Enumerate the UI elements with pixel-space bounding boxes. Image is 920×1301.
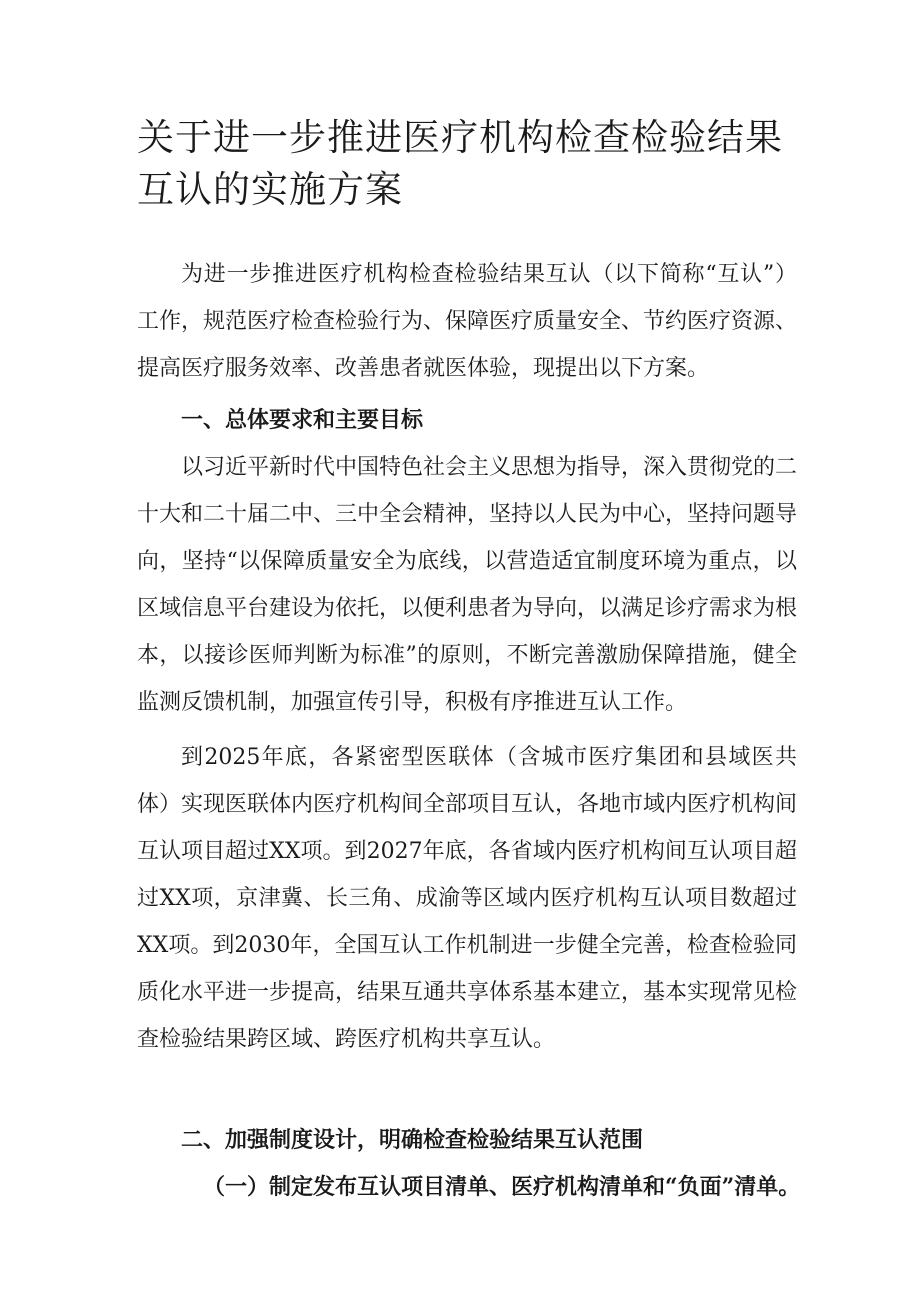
intro-paragraph: 为进一步推进医疗机构检查检验结果互认（以下简称“互认”）工作，规范医疗检查检验行为、保障医疗质量安全、节约医疗资源、提高医疗服务效率、改善患者就医体验，现提出以下方案。: [137, 262, 798, 381]
section-1-paragraph-1: 以习近平新时代中国特色社会主义思想为指导，深入贯彻党的二十大和二十届二中、三中全会精神，坚持以人民为中心，坚持问题导向，坚持“以保障质量安全为底线，以营造适宜制度环境为重点，以区域信息平台建设为依托，以便利患者为导向，以满足诊疗需求为根本，以接诊医师判断为标准”的原则，不断完善激励保障措施，健全监测反馈机制，加强宣传引导，积极有序推进互认工作。: [137, 455, 798, 715]
section-1-paragraph-2: 到2025年底，各紧密型医联体（含城市医疗集团和县域医共体）实现医联体内医疗机构间全部项目互认，各地市域内医疗机构间互认项目超过XX项。到2027年底，各省域内医疗机构间互认项目超过XX项，京津冀、长三角、成渝等区域内医疗机构互认项目数超过XX项。到2030年，全国互认工作机制进一步健全完善，检查检验同质化水平进一步提高，结果互通共享体系基本建立，基本实现常见检查检验结果跨区域、跨医疗机构共享互认。: [137, 745, 798, 1052]
section-2-subheading: （一）制定发布互认项目清单、医疗机构清单和“负面”清单。: [203, 1174, 801, 1200]
section-1-heading: 一、总体要求和主要目标: [181, 407, 424, 433]
section-2-heading: 二、加强制度设计，明确检查检验结果互认范围: [181, 1127, 644, 1153]
document-title: 关于进一步推进医疗机构检查检验结果互认的实施方案: [137, 116, 783, 211]
